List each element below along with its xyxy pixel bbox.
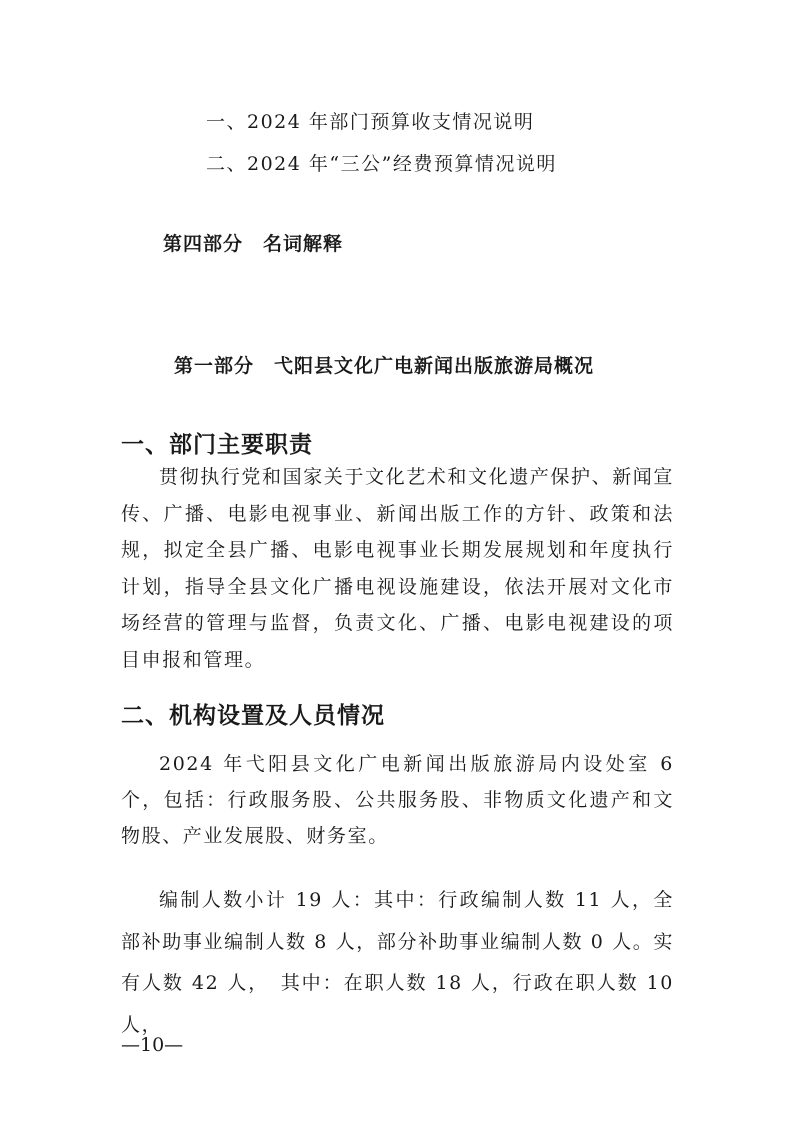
page-number: —10— bbox=[121, 1034, 184, 1056]
toc-item-1: 一、2024 年部门预算收支情况说明 bbox=[206, 111, 535, 133]
section2-para1: 2024 年弋阳县文化广电新闻出版旅游局内设处室 6个，包括：行政服务股、公共服务股、非物质文化遗产和文物股、产业发展股、财务室。 bbox=[121, 753, 674, 847]
part1-title: 第一部分 弋阳县文化广电新闻出版旅游局概况 bbox=[174, 355, 595, 377]
part4-heading: 第四部分 名词解释 bbox=[163, 233, 344, 255]
section2-para2: 编制人数小计 19 人：其中：行政编制人数 11 人，全部补助事业编制人数 8 人，部分补助事业编制人数 0 人。实有人数 42 人， 其中：在职人数 18 人，行政在职人数 10 人， bbox=[121, 889, 674, 1036]
section2-heading: 二、机构设置及人员情况 bbox=[121, 703, 385, 729]
toc-item-2: 二、2024 年“三公”经费预算情况说明 bbox=[206, 153, 557, 175]
section1-body: 贯彻执行党和国家关于文化艺术和文化遗产保护、新闻宣传、广播、电影电视事业、新闻出版工作的方针、政策和法规，拟定全县广播、电影电视事业长期发展规划和年度执行计划，指导全县文化广播电视设施建设，依法开展对文化市场经营的管理与监督，负责文化、广播、电影电视建设的项目申报和管理。 bbox=[121, 466, 675, 671]
section1-heading: 一、部门主要职责 bbox=[121, 432, 313, 458]
